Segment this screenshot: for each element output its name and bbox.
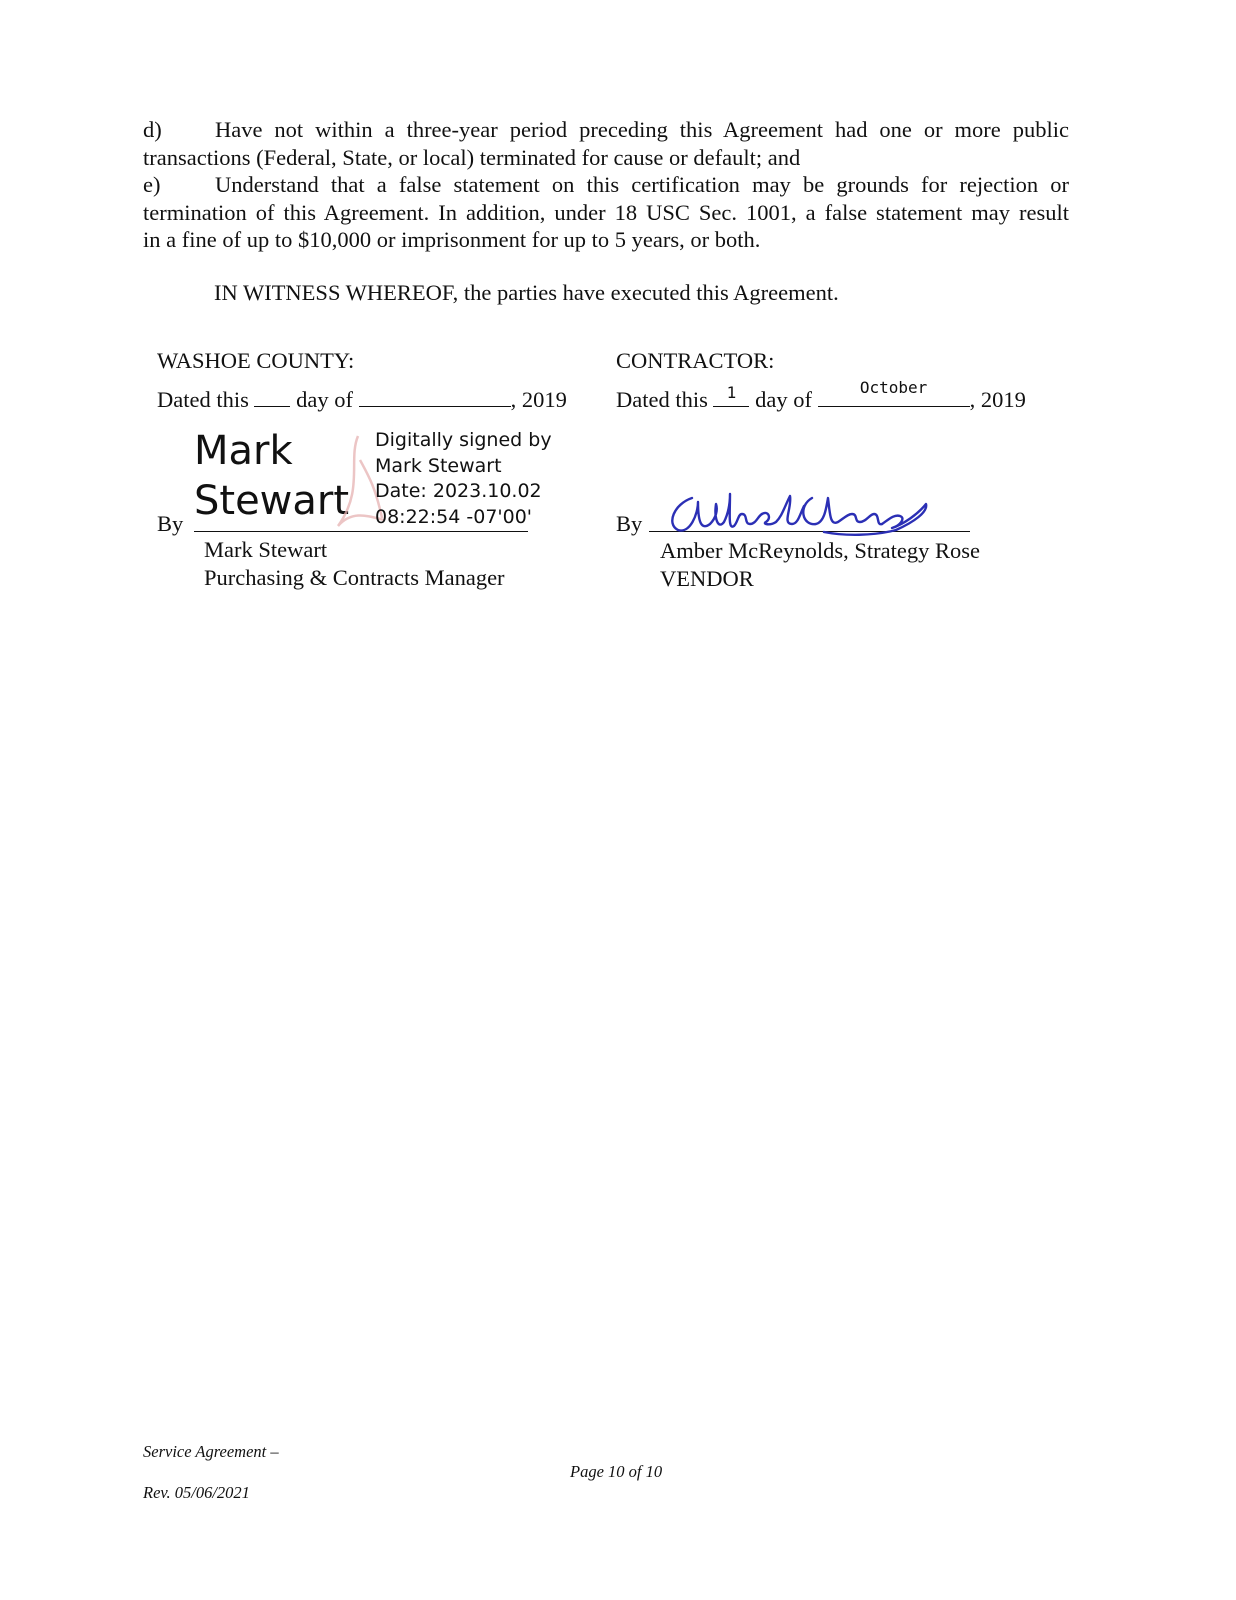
month-value: October xyxy=(859,378,928,397)
clause-text-line: in a fine of up to $10,000 or imprisonment for up to 5 years, or both. xyxy=(143,227,761,252)
day-blank xyxy=(254,386,290,407)
clause-d xyxy=(143,116,1069,171)
digital-signature-details xyxy=(375,428,552,530)
digital-signature-detail-line: Date: 2023.10.02 xyxy=(375,480,542,502)
county-signer-name: Mark Stewart xyxy=(204,537,328,562)
contractor-signer-title: VENDOR xyxy=(660,566,754,591)
witness-statement: IN WITNESS WHEREOF, the parties have executed this Agreement. xyxy=(214,280,839,305)
clause-text-line: Understand that a false statement on this certification may be grounds for rejection or xyxy=(215,172,1069,197)
county-dated-line xyxy=(157,386,567,414)
county-by-label: By xyxy=(157,511,184,536)
county-signer-title: Purchasing & Contracts Manager xyxy=(204,565,505,590)
clause-text-line: transactions (Federal, State, or local) terminated for cause or default; and xyxy=(143,144,801,170)
footer-revision: Rev. 05/06/2021 xyxy=(143,1483,250,1502)
dated-label: Dated this xyxy=(157,387,249,412)
footer-document-title: Service Agreement – xyxy=(143,1442,279,1461)
digital-signature-detail-line: Mark Stewart xyxy=(375,454,502,477)
day-of-label: day of xyxy=(296,387,353,412)
contractor-signer-name: Amber McReynolds, Strategy Rose xyxy=(660,538,980,563)
year-label: , 2019 xyxy=(510,387,567,412)
day-blank xyxy=(713,383,749,407)
contractor-heading: CONTRACTOR: xyxy=(616,348,775,373)
clause-label: e) xyxy=(143,172,161,197)
clause-e xyxy=(143,171,1069,254)
day-of-label: day of xyxy=(755,387,812,412)
handwritten-signature xyxy=(664,484,934,540)
digital-signature-detail-line: Digitally signed by xyxy=(375,429,552,451)
county-heading: WASHOE COUNTY: xyxy=(157,348,355,373)
contractor-dated-line xyxy=(616,378,1026,414)
clause-text-line: Have not within a three-year period preceding this Agreement had one or more public xyxy=(215,117,1069,142)
digital-signature-detail-line: 08:22:54 -07'00' xyxy=(375,505,533,528)
footer-page-number: Page 10 of 10 xyxy=(570,1462,663,1481)
month-blank xyxy=(818,378,970,407)
day-value: 1 xyxy=(726,383,737,402)
digital-signature-last-name: Stewart xyxy=(194,478,350,524)
clause-label: d) xyxy=(143,117,162,142)
contractor-by-label: By xyxy=(616,511,643,536)
dated-label: Dated this xyxy=(616,387,708,412)
year-label: , 2019 xyxy=(969,387,1026,412)
digital-signature-first-name: Mark xyxy=(194,428,293,474)
county-signature-line xyxy=(194,531,528,532)
clause-text-line: termination of this Agreement. In addition, under 18 USC Sec. 1001, a false statement may result xyxy=(143,199,1069,225)
month-blank xyxy=(359,386,511,407)
